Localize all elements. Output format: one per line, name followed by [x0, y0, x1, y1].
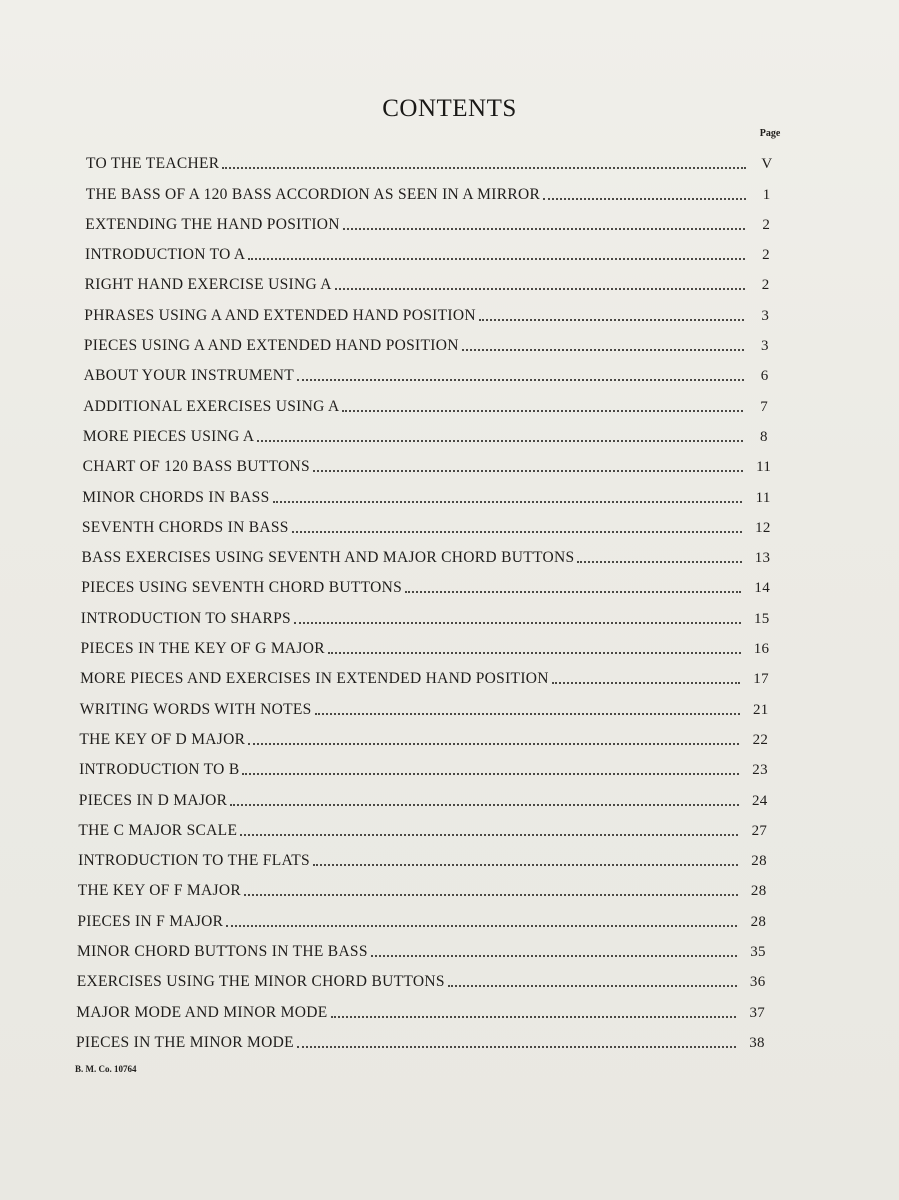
toc-entry-page: 8 [760, 428, 768, 445]
dot-leader [342, 410, 743, 412]
toc-entry-page: 12 [755, 519, 771, 536]
dot-leader [315, 713, 740, 715]
toc-entry-title: MORE PIECES USING A [82, 427, 255, 445]
toc-entry-page: 2 [762, 216, 771, 233]
toc-entry [0, 416, 899, 446]
toc-entry [0, 961, 899, 991]
toc-entry [0, 294, 899, 324]
toc-entry-title: INTRODUCTION TO SHARPS [80, 609, 291, 627]
toc-entry-page: 36 [749, 974, 766, 991]
dot-leader [331, 1016, 737, 1018]
toc-entry-page: 7 [760, 398, 769, 415]
toc-entry-page: 21 [753, 701, 769, 718]
toc-entry-title: WRITING WORDS WITH NOTES [79, 700, 312, 718]
toc-entry [0, 446, 899, 476]
toc-entry-page: 1 [762, 186, 771, 203]
toc-entry-title: ABOUT YOUR INSTRUMENT [83, 367, 294, 385]
dot-leader [297, 379, 744, 381]
toc-entry-title: THE KEY OF D MAJOR [79, 730, 246, 748]
toc-entry [0, 325, 899, 355]
toc-entry-title: RIGHT HAND EXERCISE USING A [84, 276, 332, 294]
toc-entry-page: 3 [761, 307, 770, 324]
dot-leader [479, 319, 745, 321]
toc-entry-title: BASS EXERCISES USING SEVENTH AND MAJOR CHORD BUTTONS [81, 549, 575, 567]
dot-leader [257, 440, 743, 442]
toc-entry-page: 14 [754, 580, 770, 597]
dot-leader [448, 985, 737, 987]
dot-leader [297, 1046, 736, 1048]
toc-entry-title: INTRODUCTION TO A [85, 246, 246, 264]
toc-entry-page: 24 [752, 792, 768, 809]
toc-entry-title: SEVENTH CHORDS IN BASS [81, 518, 289, 536]
toc-entry-page: 6 [760, 368, 769, 385]
toc-entry-title: PIECES USING SEVENTH CHORD BUTTONS [81, 579, 402, 597]
toc-entry-page: 28 [750, 883, 767, 900]
toc-entry [0, 991, 899, 1021]
dot-leader [405, 591, 741, 593]
toc-entry-title: PIECES IN D MAJOR [78, 791, 228, 809]
toc-entry-page: 3 [761, 338, 769, 355]
toc-entry-title: MINOR CHORD BUTTONS IN THE BASS [77, 943, 368, 961]
toc-entry-title: ADDITIONAL EXERCISES USING A [83, 397, 340, 415]
dot-leader [222, 167, 746, 169]
dot-leader [226, 925, 737, 927]
dot-leader [328, 652, 741, 654]
toc-entry-page: 2 [761, 277, 770, 294]
toc-entry-page: 23 [752, 762, 768, 779]
toc-entry-title: THE C MAJOR SCALE [78, 821, 238, 839]
toc-entry-title: MORE PIECES AND EXERCISES IN EXTENDED HAND POSITION [80, 670, 549, 688]
dot-leader [273, 501, 743, 503]
toc-entry [0, 143, 899, 173]
toc-entry-page: 37 [749, 1004, 766, 1021]
toc-entry-title: TO THE TEACHER [86, 155, 220, 173]
publisher-catalog-code: B. M. Co. 10764 [75, 1064, 137, 1074]
toc-entry [0, 688, 899, 718]
toc-entry-page: 28 [750, 913, 767, 930]
toc-entry [0, 234, 899, 264]
toc-entry-title: MINOR CHORDS IN BASS [82, 488, 270, 506]
dot-leader [371, 955, 737, 957]
toc-entry [0, 719, 899, 749]
toc-entry [0, 810, 899, 840]
toc-entry [0, 204, 899, 234]
toc-entry [0, 749, 899, 779]
toc-entry [0, 507, 899, 537]
toc-entry-title: THE KEY OF F MAJOR [77, 882, 241, 900]
page-column-header: Page [759, 128, 781, 139]
toc-entry [0, 870, 899, 900]
dot-leader [248, 258, 745, 260]
dot-leader [230, 804, 739, 806]
dot-leader [248, 743, 739, 745]
toc-entry-page: 11 [756, 459, 772, 476]
dot-leader [313, 470, 743, 472]
toc-entry [0, 476, 899, 506]
toc-entry [0, 385, 899, 415]
dot-leader [244, 894, 738, 896]
dot-leader [343, 228, 746, 230]
toc-entry-title: PIECES IN F MAJOR [77, 912, 224, 930]
toc-entry-page: 22 [752, 731, 769, 748]
toc-entry-page: 35 [750, 944, 766, 961]
toc-entry-page: V [761, 156, 773, 173]
toc-entry-title: PHRASES USING A AND EXTENDED HAND POSITION [84, 306, 476, 324]
toc-entry-title: EXTENDING THE HAND POSITION [85, 215, 340, 233]
toc-entry [0, 264, 899, 294]
dot-leader [292, 531, 742, 533]
toc-entry-page: 16 [753, 641, 770, 658]
toc-entry [0, 900, 899, 930]
toc-entry-page: 13 [754, 550, 771, 567]
dot-leader [242, 773, 739, 775]
dot-leader [240, 834, 738, 836]
dot-leader [577, 561, 741, 563]
toc-entry [0, 931, 899, 961]
dot-leader [462, 349, 744, 351]
toc-entry-title: PIECES USING A AND EXTENDED HAND POSITION [83, 337, 459, 355]
toc-entry [0, 840, 899, 870]
dot-leader [294, 622, 741, 624]
toc-entry [0, 658, 899, 688]
dot-leader [313, 864, 738, 866]
table-of-contents [0, 143, 899, 1052]
toc-entry-title: PIECES IN THE MINOR MODE [76, 1033, 294, 1051]
toc-entry-page: 11 [755, 489, 771, 506]
toc-entry-title: MAJOR MODE AND MINOR MODE [76, 1003, 328, 1021]
toc-entry-title: CHART OF 120 BASS BUTTONS [82, 458, 310, 476]
toc-entry [0, 355, 899, 385]
toc-entry [0, 779, 899, 809]
toc-entry [0, 537, 899, 567]
toc-entry [0, 173, 899, 203]
toc-entry-title: THE BASS OF A 120 BASS ACCORDION AS SEEN IN A MIRROR [85, 185, 541, 203]
dot-leader [543, 198, 746, 200]
toc-entry-page: 28 [751, 853, 767, 870]
toc-entry [0, 567, 899, 597]
toc-entry-page: 2 [762, 247, 770, 264]
toc-entry-title: EXERCISES USING THE MINOR CHORD BUTTONS [76, 973, 445, 991]
toc-entry-page: 15 [754, 610, 770, 627]
toc-entry-page: 27 [751, 822, 768, 839]
page-title: CONTENTS [382, 95, 517, 122]
toc-entry-page: 38 [749, 1034, 765, 1051]
dot-leader [552, 682, 740, 684]
toc-entry-title: INTRODUCTION TO B [79, 761, 240, 779]
toc-entry [0, 1022, 899, 1052]
toc-entry-title: INTRODUCTION TO THE FLATS [78, 852, 310, 870]
toc-entry [0, 597, 899, 627]
toc-entry [0, 628, 899, 658]
toc-entry-page: 17 [753, 671, 769, 688]
dot-leader [335, 288, 745, 290]
toc-entry-title: PIECES IN THE KEY OF G MAJOR [80, 640, 325, 658]
